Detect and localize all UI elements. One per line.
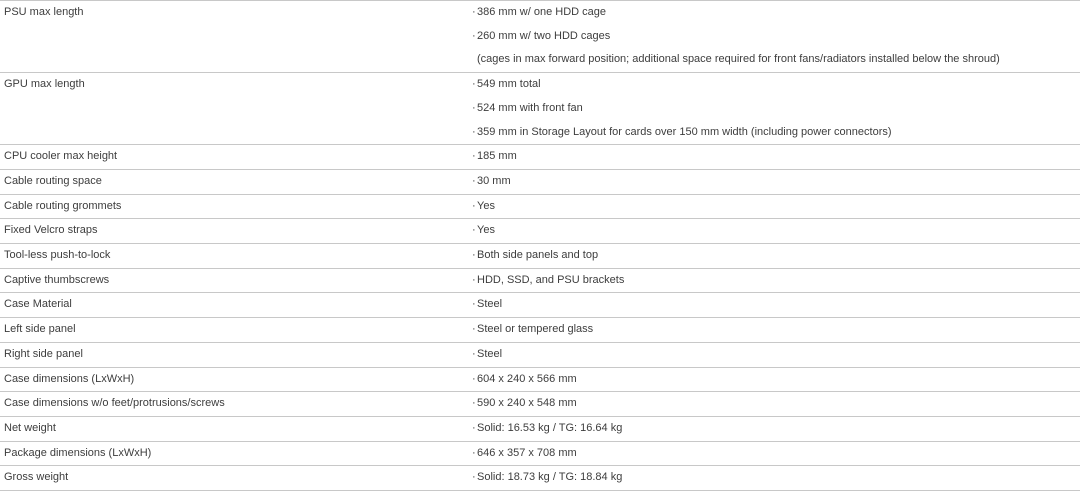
bullet-dot-icon: · — [472, 174, 476, 187]
bullet-dot-icon: · — [472, 273, 476, 286]
spec-row — [0, 392, 1080, 417]
spec-values — [468, 416, 1080, 441]
spec-value — [472, 417, 1080, 441]
spec-row — [0, 318, 1080, 343]
spec-values — [468, 145, 1080, 170]
spec-row — [0, 169, 1080, 194]
spec-value — [472, 343, 1080, 367]
spec-label: Right side panel — [0, 342, 468, 367]
bullet-dot-icon: · — [472, 471, 476, 484]
spec-value — [472, 219, 1080, 243]
spec-values — [468, 367, 1080, 392]
spec-row — [0, 145, 1080, 170]
spec-value — [472, 97, 1080, 121]
spec-value — [472, 145, 1080, 169]
spec-values — [468, 342, 1080, 367]
spec-label: Cable routing space — [0, 169, 468, 194]
bullet-dot-icon: · — [472, 78, 476, 91]
spec-value-text: 524 mm with front fan — [477, 101, 583, 114]
bullet-dot-icon: · — [472, 347, 476, 360]
spec-row — [0, 293, 1080, 318]
spec-value-text: 590 x 240 x 548 mm — [477, 397, 577, 410]
bullet-dot-icon: · — [472, 323, 476, 336]
bullet-dot-icon: · — [472, 125, 476, 138]
spec-value — [472, 392, 1080, 416]
spec-label: PSU max length — [0, 1, 468, 73]
spec-values — [468, 392, 1080, 417]
spec-label: Cable routing grommets — [0, 194, 468, 219]
spec-row — [0, 342, 1080, 367]
spec-row — [0, 244, 1080, 269]
spec-value — [472, 318, 1080, 342]
spec-values — [468, 293, 1080, 318]
spec-values — [468, 441, 1080, 466]
spec-row — [0, 73, 1080, 145]
spec-values — [468, 194, 1080, 219]
spec-values — [468, 73, 1080, 145]
spec-note — [472, 48, 1080, 72]
spec-value-text: Yes — [477, 224, 495, 237]
spec-values — [468, 244, 1080, 269]
spec-value — [472, 368, 1080, 392]
spec-value-text: 646 x 357 x 708 mm — [477, 446, 577, 459]
spec-table-body — [0, 1, 1080, 491]
spec-label: Captive thumbscrews — [0, 268, 468, 293]
spec-row — [0, 441, 1080, 466]
spec-value-text: 260 mm w/ two HDD cages — [477, 29, 611, 42]
spec-value-text: (cages in max forward position; additional space required for front fans/radiators installed below the shroud) — [477, 53, 1000, 66]
spec-values — [468, 466, 1080, 491]
spec-label: Case Material — [0, 293, 468, 318]
bullet-dot-icon: · — [472, 29, 476, 42]
spec-label: Gross weight — [0, 466, 468, 491]
bullet-dot-icon: · — [472, 150, 476, 163]
bullet-dot-icon: · — [472, 199, 476, 212]
bullet-dot-icon: · — [472, 249, 476, 262]
spec-value-text: 549 mm total — [477, 78, 541, 91]
spec-value-text: Solid: 18.73 kg / TG: 18.84 kg — [477, 471, 623, 484]
spec-values — [468, 219, 1080, 244]
spec-value-text: Steel — [477, 347, 503, 360]
spec-value — [472, 293, 1080, 317]
spec-row — [0, 219, 1080, 244]
spec-value-text: Yes — [477, 199, 495, 212]
bullet-dot-icon: · — [472, 372, 476, 385]
spec-value — [472, 73, 1080, 97]
spec-value-text: HDD, SSD, and PSU brackets — [477, 273, 625, 286]
spec-value-text: 185 mm — [477, 150, 517, 163]
spec-values — [468, 318, 1080, 343]
spec-label: Tool-less push-to-lock — [0, 244, 468, 269]
spec-label: CPU cooler max height — [0, 145, 468, 170]
spec-value — [472, 269, 1080, 293]
spec-value-text: 30 mm — [477, 174, 511, 187]
spec-value — [472, 244, 1080, 268]
bullet-dot-icon: · — [472, 101, 476, 114]
spec-label: Left side panel — [0, 318, 468, 343]
spec-label: Package dimensions (LxWxH) — [0, 441, 468, 466]
bullet-dot-icon: · — [472, 6, 476, 18]
spec-value — [472, 195, 1080, 219]
spec-values — [468, 169, 1080, 194]
bullet-dot-icon: · — [472, 421, 476, 434]
spec-value — [472, 442, 1080, 466]
spec-value — [472, 25, 1080, 49]
bullet-dot-icon: · — [472, 397, 476, 410]
spec-row — [0, 194, 1080, 219]
spec-label: Fixed Velcro straps — [0, 219, 468, 244]
spec-row — [0, 416, 1080, 441]
bullet-dot-icon: · — [472, 298, 476, 311]
spec-values — [468, 268, 1080, 293]
bullet-dot-icon: · — [472, 446, 476, 459]
spec-value — [472, 1, 1080, 25]
spec-value — [472, 121, 1080, 145]
spec-value-text: Steel — [477, 298, 503, 311]
spec-label: Case dimensions (LxWxH) — [0, 367, 468, 392]
spec-row — [0, 268, 1080, 293]
spec-label: GPU max length — [0, 73, 468, 145]
spec-row — [0, 1, 1080, 73]
spec-label: Net weight — [0, 416, 468, 441]
spec-value-text: Both side panels and top — [477, 249, 599, 262]
spec-value-text: Steel or tempered glass — [477, 323, 594, 336]
spec-label: Case dimensions w/o feet/protrusions/screws — [0, 392, 468, 417]
spec-value — [472, 170, 1080, 194]
spec-row — [0, 367, 1080, 392]
bullet-dot-icon: · — [472, 224, 476, 237]
spec-value-text: Solid: 16.53 kg / TG: 16.64 kg — [477, 421, 623, 434]
spec-row — [0, 466, 1080, 491]
spec-values — [468, 1, 1080, 73]
spec-value — [472, 466, 1080, 490]
spec-value-text: 359 mm in Storage Layout for cards over 150 mm width (including power connectors) — [477, 125, 892, 138]
spec-value-text: 386 mm w/ one HDD cage — [477, 6, 606, 18]
spec-value-text: 604 x 240 x 566 mm — [477, 372, 577, 385]
